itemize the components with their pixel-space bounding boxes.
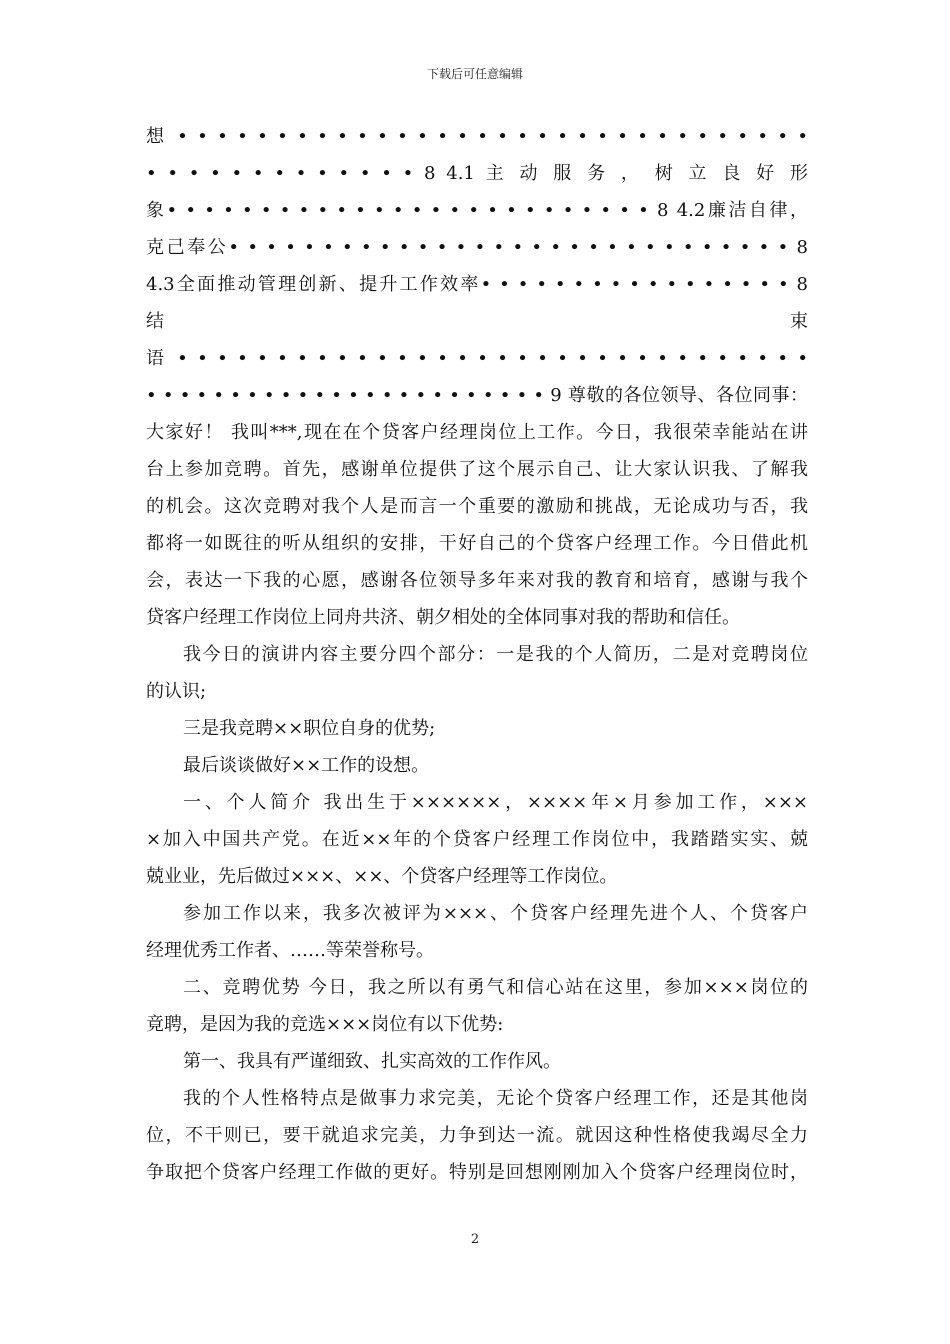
paragraph-line: 竟聘，是因为我的竞选×××岗位有以下优势: xyxy=(146,1014,504,1035)
toc-text: 束 xyxy=(790,311,808,332)
paragraph-line: 经理优秀工作者、……等荣誉称号。 xyxy=(146,940,434,961)
paragraph-line: 第一、我具有严谨细致、扎实高效的工作作风。 xyxy=(183,1051,561,1072)
paragraph-line: 位，不干则已，要干就追求完美，力争到达一流。就因这种性格使我竭尽全力 xyxy=(146,1125,808,1146)
paragraph-line: 大家好！ 我叫***,现在在个贷客户经理岗位上工作。今日，我很荣幸能站在讲 xyxy=(146,422,808,443)
paragraph-line: 兢业业，先后做过×××、××、个贷客户经理等工作岗位。 xyxy=(146,866,618,887)
toc-line: 克己奉公• • • • • • • • • • • • • • • • • • • • • • • • • • • • • • 8 xyxy=(146,237,808,258)
paragraph-line: 争取把个贷客户经理工作做的更好。特别是回想刚刚加入个贷客户经理岗位时， xyxy=(146,1162,808,1183)
toc-line: • • • • • • • • • • • • • • • • • • • • • • • • 9 尊敬的各位领导、各位同事： xyxy=(146,385,808,406)
page-number: 2 xyxy=(470,1232,480,1247)
paragraph-line: 都将一如既往的听从组织的安排，干好自己的个贷客户经理工作。今日借此机 xyxy=(146,533,808,554)
toc-line xyxy=(146,303,808,340)
toc-line: 想 • • • • • • • • • • • • • • • • • • • • • • • • • • • • • • • • xyxy=(146,126,808,147)
paragraph-line: 贷客户经理工作岗位上同舟共济、朝夕相处的全体同事对我的帮助和信任。 xyxy=(146,607,740,628)
page-header: 下载后可任意编辑 xyxy=(426,67,523,81)
paragraph-line: 三是我竞聘××职位自身的优势; xyxy=(183,718,436,739)
toc-line: 4.3全面推动管理创新、提升工作效率• • • • • • • • • • • • • • • • • 8 xyxy=(146,274,808,295)
paragraph-line: ×加入中国共产党。在近××年的个贷客户经理工作岗位中，我踏踏实实、兢 xyxy=(146,829,808,850)
paragraph-line: 一、个人简介 我出生于××××××，××××年×月参加工作，××× xyxy=(183,792,808,813)
paragraph-line: 二、竞聘优势 今日，我之所以有勇气和信心站在这里，参加×××岗位的 xyxy=(183,977,808,998)
toc-line: 象• • • • • • • • • • • • • • • • • • • • • • • • • • 8 4.2廉洁自律， xyxy=(146,200,808,221)
paragraph-line: 参加工作以来，我多次被评为×××、个贷客户经理先进个人、个贷客户 xyxy=(183,903,808,924)
paragraph-line: 的机会。这次竞聘对我个人是而言一个重要的激励和挑战，无论成功与否，我 xyxy=(146,496,808,517)
toc-line: • • • • • • • • • • • • • 8 4.1 主 动 服 务 ， 树 立 良 好 形 xyxy=(146,163,808,184)
paragraph-line: 会，表达一下我的心愿，感谢各位领导多年来对我的教育和培育，感谢与我个 xyxy=(146,570,808,591)
toc-line: 语 • • • • • • • • • • • • • • • • • • • • • • • • • • • • • • • • xyxy=(146,348,808,369)
paragraph-line: 我的个人性格特点是做事力求完美，无论个贷客户经理工作，还是其他岗 xyxy=(183,1088,808,1109)
paragraph-line: 的认识; xyxy=(146,681,207,702)
paragraph-line: 最后谈谈做好××工作的设想。 xyxy=(183,755,430,776)
toc-text: 结 xyxy=(146,311,164,332)
document-body xyxy=(146,118,808,1191)
paragraph-line: 台上参加竞聘。首先，感谢单位提供了这个展示自己、让大家认识我、了解我 xyxy=(146,459,808,480)
paragraph-line: 我今日的演讲内容主要分四个部分：一是我的个人简历，二是对竞聘岗位 xyxy=(183,644,808,665)
